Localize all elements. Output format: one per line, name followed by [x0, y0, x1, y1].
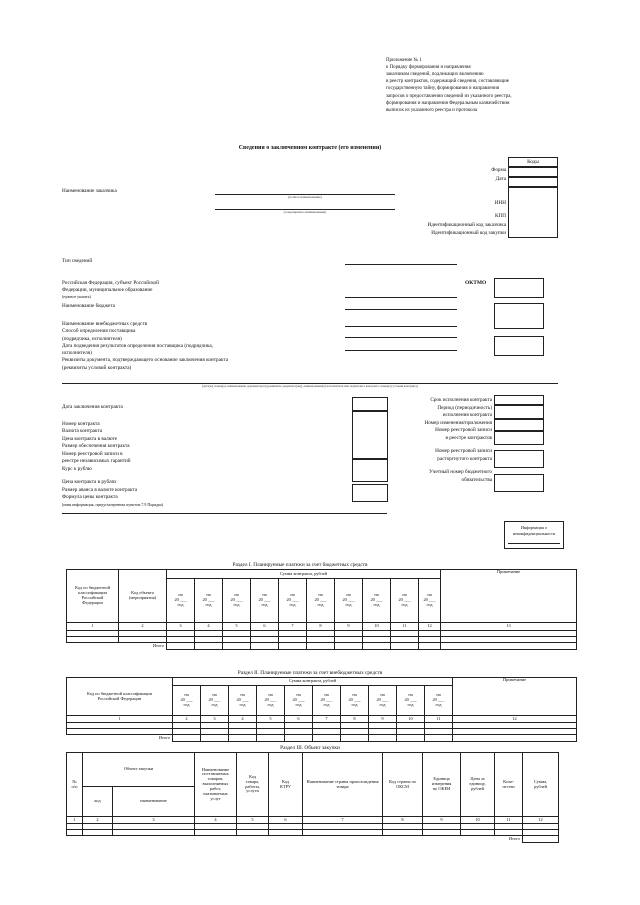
price-currency-label: Цена контракта в валюте [62, 435, 118, 442]
s1-year: на 20 ___ год [251, 579, 279, 623]
s1-total-row [67, 643, 577, 650]
date-label: Дата [495, 176, 506, 182]
s3-col-num: № п/п [67, 753, 83, 817]
s3-col-oksm: Код страны по ОКСМ [383, 753, 423, 817]
s2-num: 8 [341, 716, 369, 723]
s1-col-object: Код объекта (мероприятия) [119, 570, 167, 623]
s1-num: 6 [251, 623, 279, 631]
s3-total-label: Итого [508, 835, 521, 841]
s3-num: 1 [67, 817, 83, 824]
appendix-line: Приложение № 1 [386, 58, 422, 63]
s3-total-row [67, 836, 559, 843]
appendix-line: к Порядку формирования и направления [386, 65, 471, 71]
s2-num: 4 [229, 716, 257, 723]
info-box [504, 521, 564, 549]
guarantee-record-label: Номер реестровой записи в [62, 450, 123, 457]
s3-num: 7 [303, 817, 383, 824]
other-info-label: (иная информация, предусмотренная пунктом 7.9 Порядка) [62, 501, 164, 507]
s1-note-header: Примечание [441, 570, 577, 623]
term-label: Срок исполнения контракта [430, 397, 492, 403]
nonbudget-label: Наименование внебюджетных средств [62, 321, 148, 327]
s3-num: 10 [461, 817, 495, 824]
rate-cell [352, 459, 388, 482]
region-label [62, 280, 159, 299]
s2-year: на 20 ___ год [285, 686, 313, 716]
codes-header: Коды [508, 157, 558, 167]
s1-year: на 20 ___ год [167, 579, 195, 623]
nonbudget-line [345, 326, 457, 327]
price-formula-label: Формула цены контракта [62, 494, 118, 501]
s2-year: на 20 ___ год [257, 686, 285, 716]
section1-table [66, 569, 577, 650]
docs-hint: (дата(ы), номер(а), наименование документа(ов) (реквизиты документа(ов)), наименование(я) исполнителя или подписанта контракта, номер(а) условия контракта) [202, 384, 418, 388]
appendix-line: заказчиком сведений, подлежащих включению [386, 72, 484, 78]
s3-num: 2 [83, 817, 113, 824]
s3-col-ktru: Код КТРУ [269, 753, 303, 817]
s2-total-row [67, 735, 577, 742]
docs-label: Реквизиты документа, подтверждающего основание заключения контракта [62, 357, 229, 364]
s2-year: на 20 ___ год [425, 686, 453, 716]
s1-col-kbk: Код по бюджетной классификации Российской Федерации [67, 570, 119, 623]
registry-record-cell [494, 431, 544, 445]
appendix-line: формирования и направления Федеральным казначейством [386, 100, 510, 106]
s2-num: 10 [397, 716, 425, 723]
s3-num: 6 [269, 817, 303, 824]
s2-year: на 20 ___ год [397, 686, 425, 716]
s3-name-header: наименование [113, 787, 195, 817]
terminated-record-label: Номер реестровой записи [435, 448, 492, 455]
method-line [345, 337, 457, 338]
s2-num: 1 [67, 716, 173, 723]
method-label: Способ определения поставщика [62, 328, 136, 335]
s3-num: 4 [195, 817, 237, 824]
s2-num: 6 [285, 716, 313, 723]
budget-label: Наименование бюджета [62, 303, 115, 309]
s2-num: 9 [369, 716, 397, 723]
s1-year: на 20 ___ год [363, 579, 391, 623]
period-label-2: исполнения контракта [442, 412, 492, 419]
change-number-cell [494, 419, 544, 431]
s2-year: на 20 ___ год [173, 686, 201, 716]
s2-note-header: Примечание [453, 678, 577, 716]
customer-id-label: Идентификационный код заказчика [427, 222, 506, 228]
s1-total-label: Итого [152, 642, 164, 648]
budget-obligation-label: Учетный номер бюджетного [429, 469, 492, 476]
s1-num: 5 [223, 623, 251, 631]
term-cell [494, 395, 544, 405]
customer-hint-full: (полное наименование) [288, 195, 322, 199]
s2-year: на 20 ___ год [341, 686, 369, 716]
s3-num: 11 [495, 817, 523, 824]
customer-label: Наименование заказчика [62, 188, 117, 194]
s1-year: на 20 ___ год [391, 579, 419, 623]
result-date-label: Дата подведения результатов определения поставщика (подрядчика, [62, 342, 213, 349]
s3-col-goods-name: Наименование поставляемых товаров, выполняемых работ, оказываемых услуг [195, 753, 237, 817]
s3-num: 8 [383, 817, 423, 824]
s2-sum-header: Сумма контракта, рублей [173, 678, 453, 686]
s1-num: 1 [67, 623, 119, 631]
s3-object-header: Объект закупки [83, 753, 195, 787]
obligation-cell [494, 474, 544, 492]
section3-title: Раздел III. Объект закупки [280, 745, 340, 751]
s3-col-qty: Коли- чество [495, 753, 523, 817]
period-cell [494, 405, 544, 419]
result-date-label-2: исполнителя) [62, 350, 92, 357]
terminated-record-cell [494, 450, 544, 468]
registry-record-label: Номер реестровой записи [435, 427, 492, 434]
s2-num: 12 [453, 716, 577, 723]
info-type-label: Тип сведений [62, 258, 93, 264]
oktmo-label: ОКТМО [465, 280, 487, 286]
info-box-line-2: неконфиденциальности [512, 530, 556, 536]
currency-label: Валюта контракта [62, 428, 103, 435]
s1-num: 7 [279, 623, 307, 631]
s3-num: 3 [113, 817, 195, 824]
kpp-label: КПП [495, 213, 506, 219]
budget-line [345, 309, 457, 310]
s1-year: на 20 ___ год [307, 579, 335, 623]
s2-total-label: Итого [158, 734, 170, 740]
section2-table [66, 677, 577, 742]
customer-hint-short: (сокращенное наименование) [283, 210, 327, 214]
docs-label-2: (реквизиты условий контракта) [62, 364, 132, 371]
contract-date-cell [352, 397, 388, 411]
s3-col-country: Наименование страны происхождения товара [303, 753, 383, 817]
s2-num: 11 [425, 716, 453, 723]
s3-num: 5 [237, 817, 269, 824]
info-box-line-field [508, 543, 560, 544]
s2-num: 7 [313, 716, 341, 723]
advance-label: Размер аванса в валюте контракта [62, 486, 138, 493]
region-line: Российская Федерация, субъект Российской [62, 280, 159, 286]
section3-table [66, 752, 559, 843]
inn-label: ИНН [494, 200, 506, 206]
s1-num: 8 [307, 623, 335, 631]
region-line: Федерации, муниципальное образование [62, 287, 153, 294]
price-rub-label: Цена контракта в рублях [62, 479, 117, 486]
info-type-line [345, 264, 457, 265]
formula-line [62, 513, 387, 514]
s2-year: на 20 ___ год [369, 686, 397, 716]
contract-fields-left [62, 404, 163, 508]
info-box-line: Информация о [520, 525, 548, 530]
s1-num: 12 [419, 623, 441, 631]
change-number-label: Номер изменения/приложения [424, 419, 492, 426]
contract-fields-right [390, 397, 492, 484]
period-label: Период (периодичность) [437, 404, 492, 411]
s1-year: на 20 ___ год [195, 579, 223, 623]
s3-col-unit: Единица измерения по ОКЕИ [423, 753, 461, 817]
result-date-line [345, 350, 457, 351]
s3-num: 9 [423, 817, 461, 824]
appendix-line: в реестр контрактов, содержащий сведения, составляющие [386, 79, 509, 85]
form-label: Форма [491, 167, 506, 173]
region-hint: (нужное указать) [62, 294, 91, 300]
contract-values-cell [352, 411, 388, 459]
budget-code-cell [494, 303, 544, 329]
s3-code-header: код [83, 787, 113, 817]
appendix-line: запросов о предоставлении сведений из указанного реестра, [386, 93, 512, 99]
contract-number-label: Номер контракта [62, 420, 100, 427]
s2-num: 5 [257, 716, 285, 723]
s3-col-price: Цена за единицу, рублей [461, 753, 495, 817]
method-code-cell [494, 336, 544, 356]
s2-num: 2 [173, 716, 201, 723]
s1-num: 3 [167, 623, 195, 631]
s3-col-sum: Сумма, рублей [523, 753, 559, 817]
oktmo-cell [494, 278, 544, 298]
section1-title: Раздел I. Планируемые платежи за счет бюджетных средств [232, 562, 368, 568]
method-label-2: (подрядчика, исполнителя) [62, 335, 122, 342]
document-title: Сведения о заключенном контракте (его изменении) [238, 145, 382, 151]
s2-year: на 20 ___ год [313, 686, 341, 716]
s1-num: 13 [441, 623, 577, 631]
s1-num: 9 [335, 623, 363, 631]
purchase-id-label: Идентификационный код закупки [431, 230, 506, 236]
region-line-field [345, 297, 457, 298]
budget-obligation-label-2: обязательства [461, 476, 492, 483]
s1-year: на 20 ___ год [223, 579, 251, 623]
s1-num: 4 [195, 623, 223, 631]
date-code-cell [508, 177, 558, 187]
nonbudget-block [62, 321, 228, 372]
guarantee-record-label-2: реестре независимых гарантий [62, 458, 131, 465]
s2-col-kbk: Код по бюджетной классификации Российской Федерации [67, 678, 173, 716]
s3-col-goods-code: Код товара, работы, услуги [237, 753, 269, 817]
s1-year: на 20 ___ год [335, 579, 363, 623]
security-label: Размер обеспечения контракта [62, 443, 130, 450]
registry-record-label-2: в реестре контрактов [445, 434, 492, 441]
appendix-block [386, 57, 586, 114]
rate-label: Курс к рублю [62, 465, 92, 472]
s1-num: 2 [119, 623, 167, 631]
s1-sum-header: Сумма контракта, рублей [167, 570, 441, 579]
price-rub-cell [352, 484, 388, 502]
s1-num: 10 [363, 623, 391, 631]
section2-title: Раздел II. Планируемые платежи за счет внебюджетных средств [237, 670, 383, 676]
codes-column-cell [508, 187, 558, 238]
s2-year: на 20 ___ год [201, 686, 229, 716]
s3-num: 12 [523, 817, 559, 824]
contract-date-label: Дата заключения контракта [62, 404, 123, 410]
appendix-line: государственную тайну, формирования и направления [386, 86, 499, 92]
s1-year: на 20 ___ год [279, 579, 307, 623]
s2-year: на 20 ___ год [229, 686, 257, 716]
s1-year: на 20 ___ год [419, 579, 441, 623]
appendix-line: выписок из указанного реестра и протокола [386, 107, 478, 113]
s2-num: 3 [201, 716, 229, 723]
terminated-record-label-2: расторгнутого контракта [437, 455, 492, 462]
form-code-cell [508, 167, 558, 177]
s1-num: 11 [391, 623, 419, 631]
